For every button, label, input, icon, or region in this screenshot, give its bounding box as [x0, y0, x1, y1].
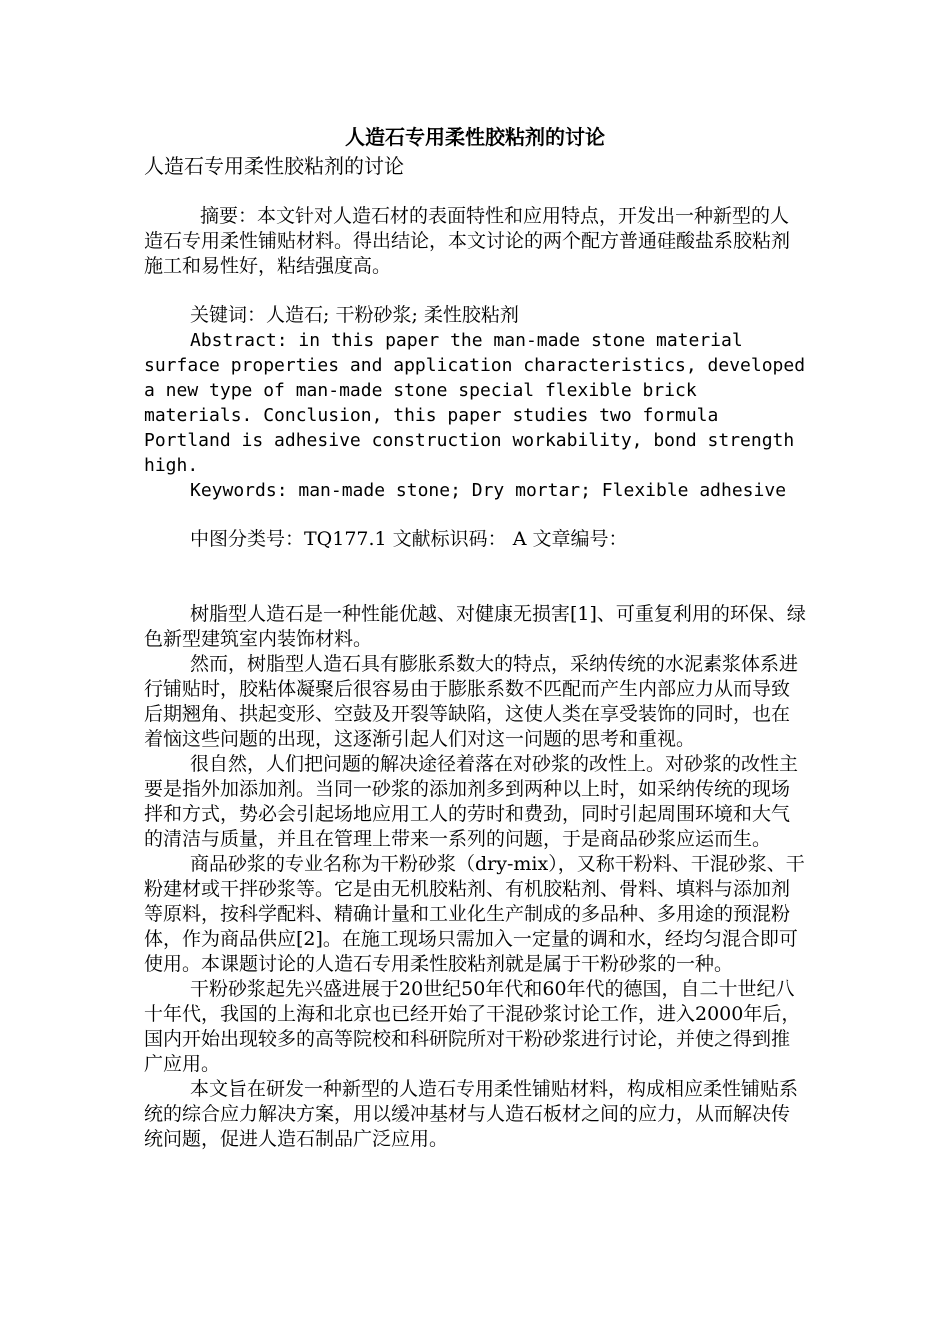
document-title: 人造石专用柔性胶粘剂的讨论 — [345, 125, 605, 149]
body-paragraph: 然而，树脂型人造石具有膨胀系数大的特点，采纳传统的水泥素浆体系进行铺贴时，胶粘体凝聚后很容易由于膨胀系数不匹配而产生内部应力从而导致后期翘角、拱起变形、空鼓及开裂等缺陷，这使人类在享受装饰的同时，也在着恼这些问题的出现，这逐渐引起人们对这一问题的思考和重视。 — [144, 653, 799, 750]
abstract-chinese: 摘要：本文针对人造石材的表面特性和应用特点，开发出一种新型的人造石专用柔性铺贴材料。得出结论，本文讨论的两个配方普通硅酸盐系胶粘剂施工和易性好，粘结强度高。 — [144, 205, 791, 277]
body-paragraph: 很自然，人们把问题的解决途径着落在对砂浆的改性上。对砂浆的改性主要是指外加添加剂。当同一砂浆的添加剂多到两种以上时，如采纳传统的现场拌和方式，势必会引起场地应用工人的劳时和费劲，同时引起周围环境和大气的清洁与质量，并且在管理上带来一系列的问题，于是商品砂浆应运而生。 — [144, 753, 799, 850]
document-subtitle: 人造石专用柔性胶粘剂的讨论 — [144, 154, 404, 178]
classification-line: 中图分类号：TQ177.1 文献标识码： A 文章编号： — [190, 528, 628, 550]
abstract-english: Abstract: in this paper the man-made stone material surface properties and application characteristics, developed a new type of man-made stone special flexible brick materials. Conclusion, this paper studies two formula Portland is adhesive construction workability, bond strength high. — [144, 330, 806, 476]
keywords-english: Keywords: man-made stone; Dry mortar; Flexible adhesive — [190, 480, 787, 501]
body-paragraph: 本文旨在研发一种新型的人造石专用柔性铺贴材料，构成相应柔性铺贴系统的综合应力解决方案，用以缓冲基材与人造石板材之间的应力，从而解决传统问题，促进人造石制品广泛应用。 — [144, 1078, 799, 1150]
body-paragraph: 商品砂浆的专业名称为干粉砂浆（dry-mix），又称干粉料、干混砂浆、干粉建材或干拌砂浆等。它是由无机胶粘剂、有机胶粘剂、骨料、填料与添加剂等原料，按科学配料、精确计量和工业化生产制成的多品种、多用途的预混粉体，作为商品供应[2]。在施工现场只需加入一定量的调和水，经均匀混合即可使用。本课题讨论的人造石专用柔性胶粘剂就是属于干粉砂浆的一种。 — [144, 853, 805, 975]
keywords-chinese: 关键词：人造石; 干粉砂浆; 柔性胶粘剂 — [190, 304, 519, 326]
body-paragraph: 树脂型人造石是一种性能优越、对健康无损害[1]、可重复利用的环保、绿色新型建筑室内装饰材料。 — [144, 603, 806, 650]
body-paragraph: 干粉砂浆起先兴盛进展于20世纪50年代和60年代的德国，自二十世纪八十年代，我国的上海和北京也已经开始了干混砂浆讨论工作，进入2000年后，国内开始出现较多的高等院校和科研院所对干粉砂浆进行讨论，并使之得到推广应用。 — [144, 978, 801, 1075]
document-page — [144, 122, 806, 1152]
